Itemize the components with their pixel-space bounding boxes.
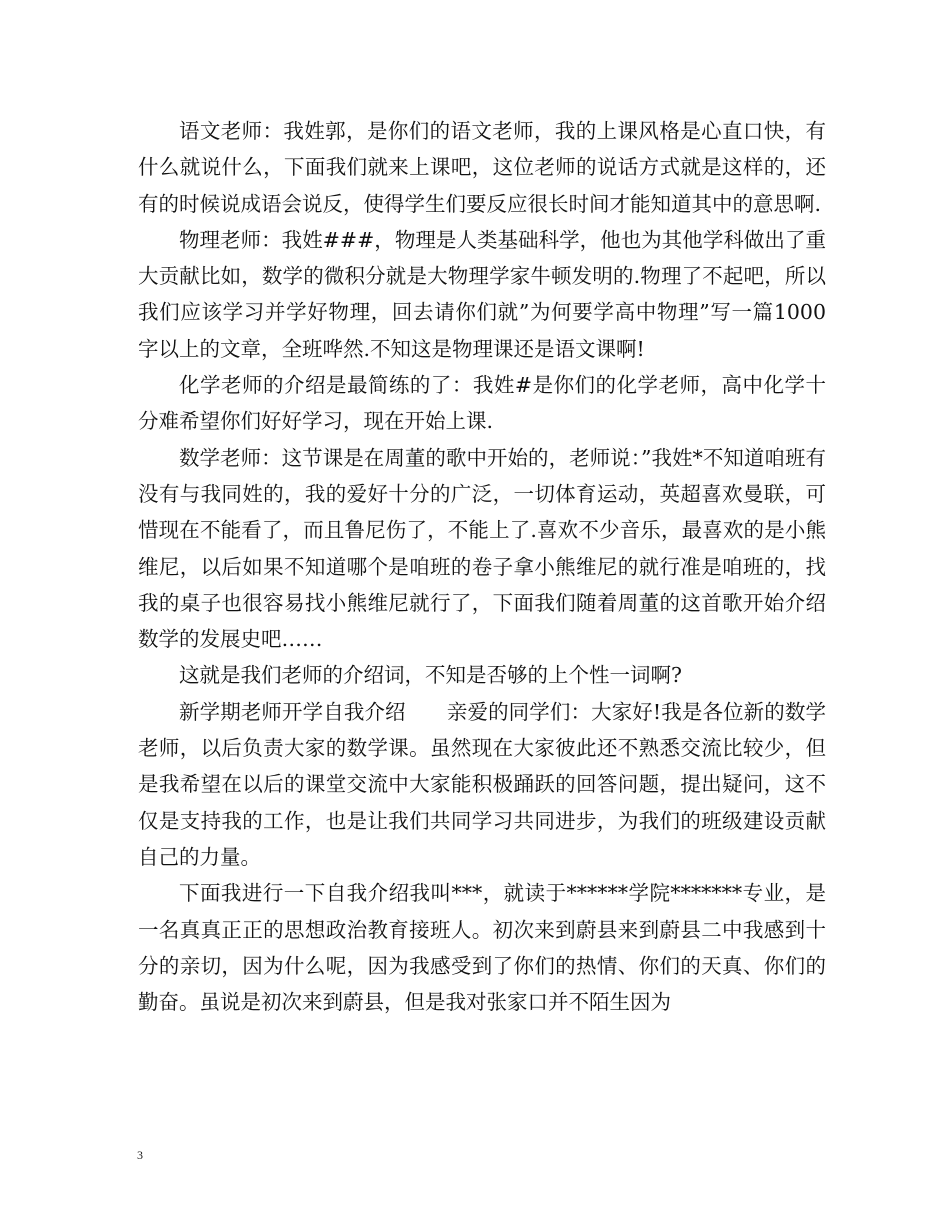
document-body — [138, 113, 826, 1020]
paragraph-chemistry-teacher: 化学老师的介绍是最简练的了：我姓#是你们的化学老师，高中化学十分难希望你们好好学习，现在开始上课. — [138, 373, 826, 434]
paragraph-self-introduction: 下面我进行一下自我介绍我叫***，就读于******学院*******专业，是一名真真正正的思想政治教育接班人。初次来到蔚县来到蔚县二中我感到十分的亲切，因为什么呢，因为我感受到了你们的热情、你们的天真、你们的勤奋。虽说是初次来到蔚县，但是我对张家口并不陌生因为 — [138, 881, 826, 1015]
paragraph-chinese-teacher: 语文老师：我姓郭，是你们的语文老师，我的上课风格是心直口快，有什么就说什么，下面我们就来上课吧，这位老师的说话方式就是这样的，还有的时候说成语会说反，使得学生们要反应很长时间才能知道其中的意思啊. — [138, 119, 826, 216]
paragraph-new-semester-intro: 新学期老师开学自我介绍 亲爱的同学们：大家好!我是各位新的数学老师，以后负责大家的数学课。虽然现在大家彼此还不熟悉交流比较少，但是我希望在以后的课堂交流中大家能积极踊跃的回答问题，提出疑问，这不仅是支持我的工作，也是让我们共同学习共同进步，为我们的班级建设贡献自己的力量。 — [138, 699, 826, 869]
paragraph-math-teacher: 数学老师：这节课是在周董的歌中开始的，老师说：”我姓*不知道咱班有没有与我同姓的，我的爱好十分的广泛，一切体育运动，英超喜欢曼联，可惜现在不能看了，而且鲁尼伤了，不能上了.喜欢不少音乐，最喜欢的是小熊维尼，以后如果不知道哪个是咱班的卷子拿小熊维尼的就行准是咱班的，找我的桌子也很容易找小熊维尼就行了，下面我们随着周董的这首歌开始介绍数学的发展史吧…… — [138, 445, 826, 652]
page-number: 3 — [137, 1148, 143, 1162]
paragraph-physics-teacher: 物理老师：我姓###，物理是人类基础科学，他也为其他学科做出了重大贡献比如，数学的微积分就是大物理学家牛顿发明的.物理了不起吧，所以我们应该学习并学好物理，回去请你们就”为何要学高中物理”写一篇1000字以上的文章，全班哗然.不知这是物理课还是语文课啊! — [138, 227, 826, 361]
paragraph-summary: 这就是我们老师的介绍词，不知是否够的上个性一词啊? — [179, 663, 682, 688]
